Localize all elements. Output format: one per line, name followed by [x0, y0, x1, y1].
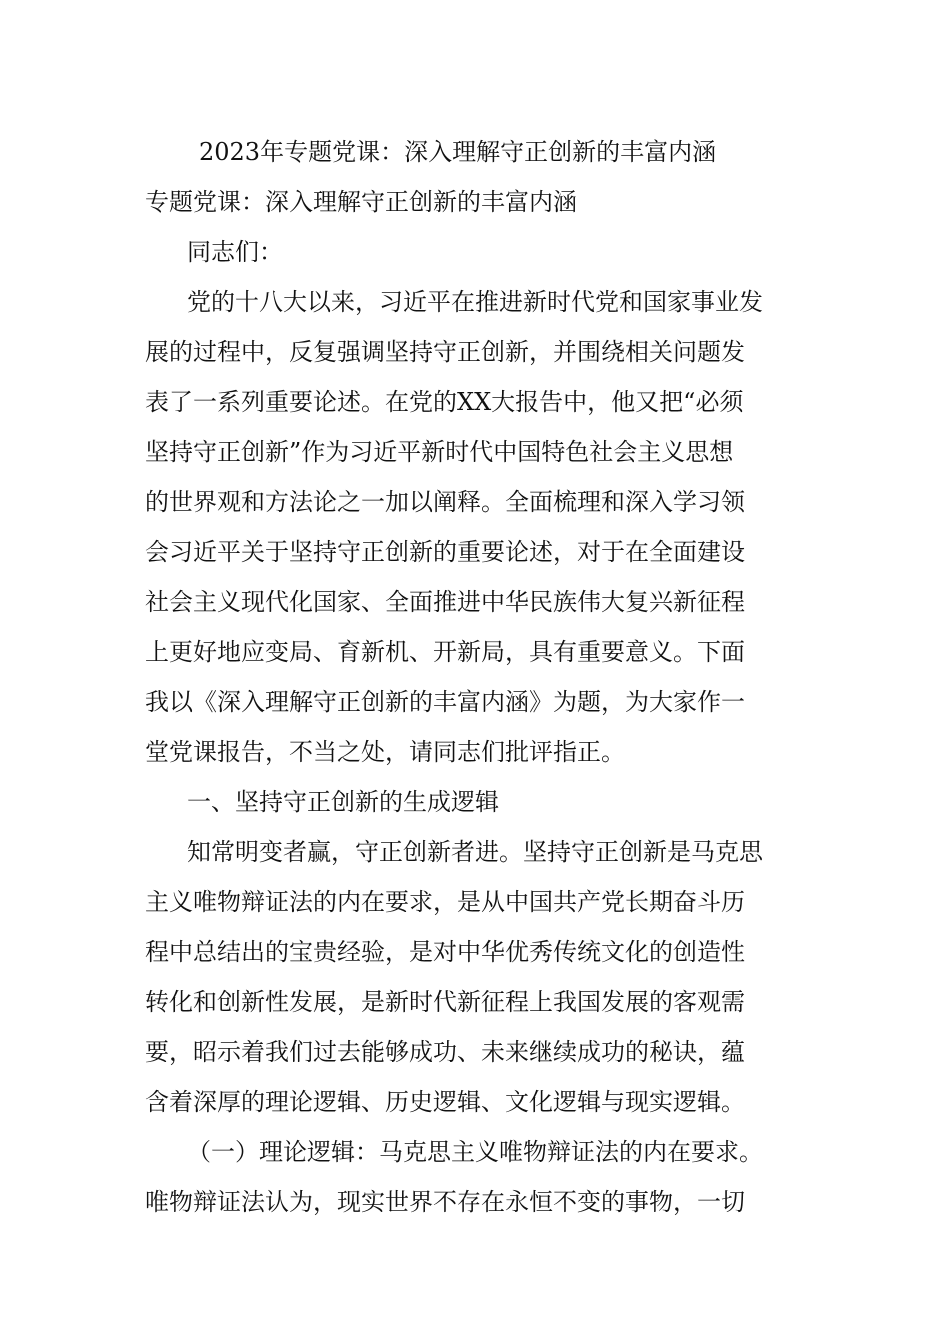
- body-line: 含着深厚的理论逻辑、历史逻辑、文化逻辑与现实逻辑。: [145, 1088, 745, 1116]
- body-line: 转化和创新性发展，是新时代新征程上我国发展的客观需: [145, 988, 745, 1016]
- body-line: 展的过程中，反复强调坚持守正创新，并围绕相关问题发: [145, 338, 745, 366]
- body-line: 上更好地应变局、育新机、开新局，具有重要意义。下面: [145, 638, 745, 666]
- body-line: 社会主义现代化国家、全面推进中华民族伟大复兴新征程: [145, 588, 745, 616]
- document-title: 2023年专题党课：深入理解守正创新的丰富内涵: [199, 138, 717, 166]
- subtitle-line: 专题党课：深入理解守正创新的丰富内涵: [145, 188, 577, 216]
- body-line: 我以《深入理解守正创新的丰富内涵》为题，为大家作一: [145, 688, 745, 716]
- body-line: 会习近平关于坚持守正创新的重要论述，对于在全面建设: [145, 538, 745, 566]
- body-line: 主义唯物辩证法的内在要求，是从中国共产党长期奋斗历: [145, 888, 745, 916]
- body-line: 程中总结出的宝贵经验，是对中华优秀传统文化的创造性: [145, 938, 745, 966]
- body-line: 堂党课报告，不当之处，请同志们批评指正。: [145, 738, 625, 766]
- body-line: 知常明变者赢，守正创新者进。坚持守正创新是马克思: [187, 838, 763, 866]
- salutation-line: 同志们：: [187, 238, 283, 266]
- body-line: 党的十八大以来，习近平在推进新时代党和国家事业发: [187, 288, 763, 316]
- body-line: 唯物辩证法认为，现实世界不存在永恒不变的事物，一切: [145, 1188, 745, 1216]
- subsection-heading: （一）理论逻辑：马克思主义唯物辩证法的内在要求。: [187, 1138, 763, 1166]
- body-line: 表了一系列重要论述。在党的XX大报告中，他又把“必须: [145, 388, 744, 416]
- body-line: 的世界观和方法论之一加以阐释。全面梳理和深入学习领: [145, 488, 745, 516]
- section-heading: 一、坚持守正创新的生成逻辑: [187, 788, 499, 816]
- body-line: 要，昭示着我们过去能够成功、未来继续成功的秘诀，蕴: [145, 1038, 745, 1066]
- body-line: 坚持守正创新”作为习近平新时代中国特色社会主义思想: [145, 438, 734, 466]
